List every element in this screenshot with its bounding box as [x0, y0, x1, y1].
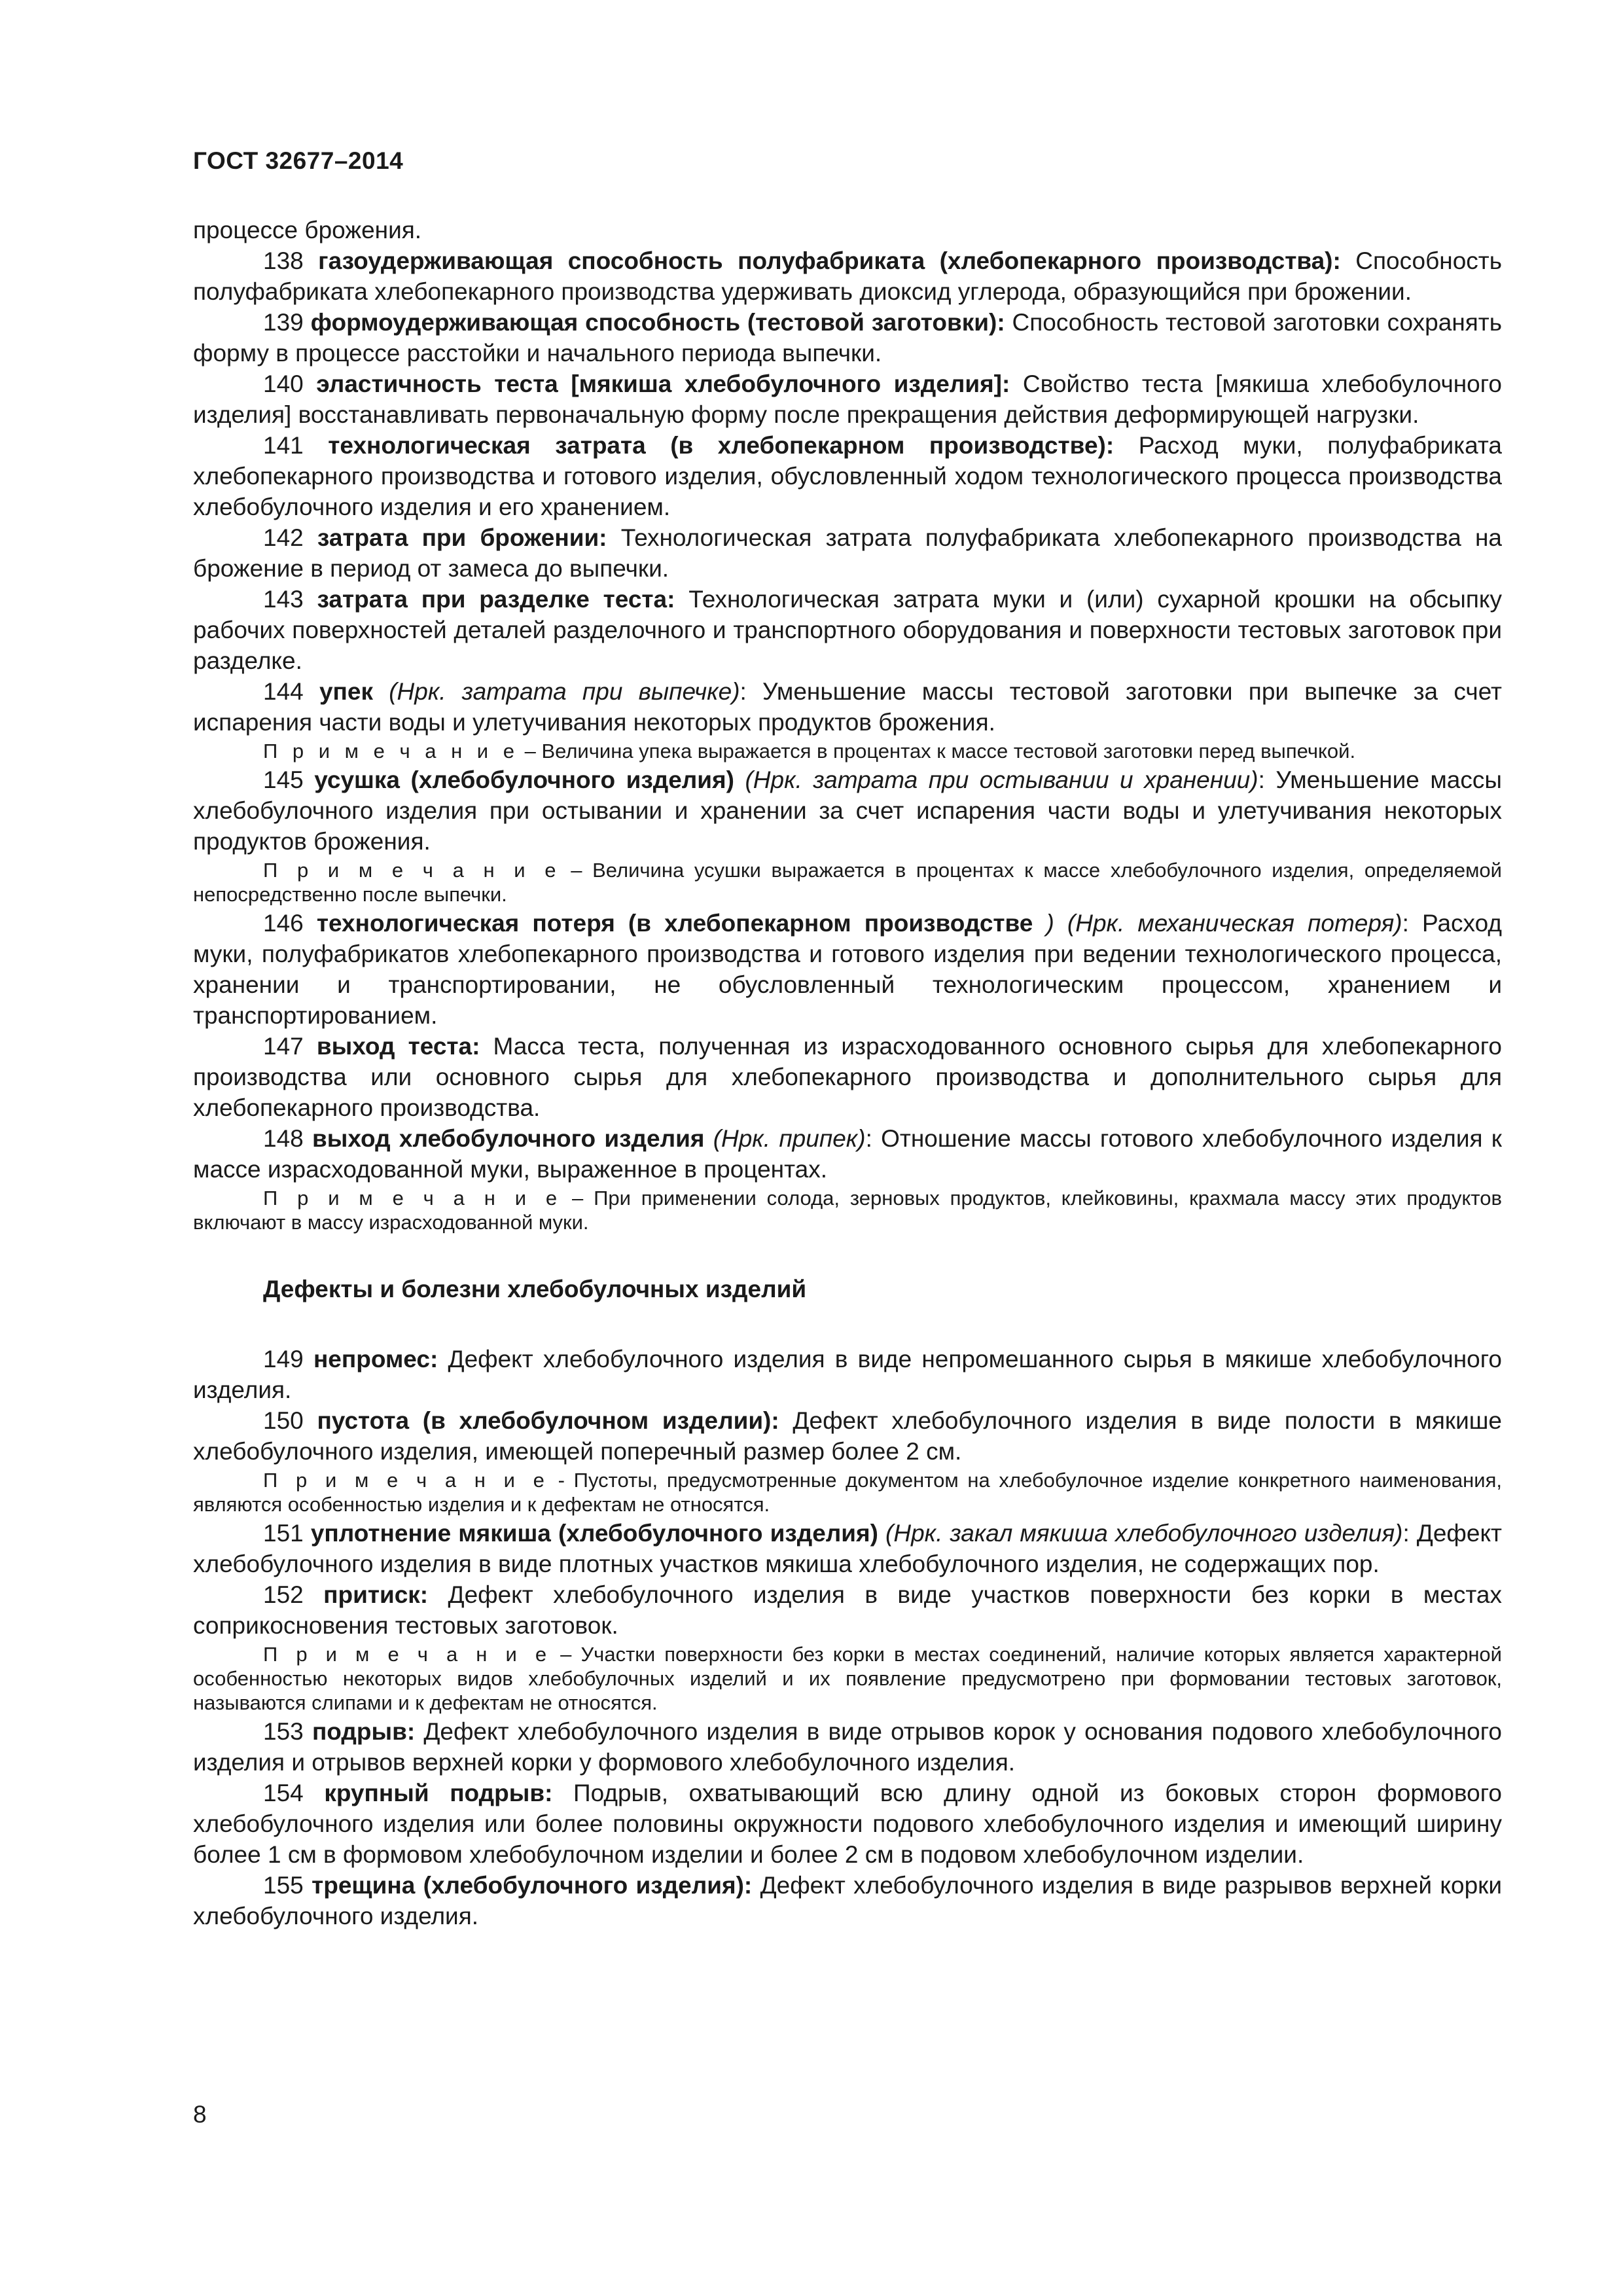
term-definition: Свойство теста [мякиша хлебобулочного изделия] восстанавливать первоначальную форму после прекращения действия деформирующей нагрузки.: [193, 370, 1503, 428]
term-name: усушка (хлебобулочного изделия): [314, 766, 734, 793]
term-entry: [193, 1123, 1502, 1185]
term-synonym: (Нрк. затрата при выпечке): [389, 678, 740, 705]
term-name: уплотнение мякиша (хлебобулочного изделия): [310, 1520, 878, 1547]
term-number: 145: [263, 766, 304, 793]
document-header: ГОСТ 32677–2014: [193, 147, 404, 174]
term-number: 154: [263, 1780, 304, 1806]
term-note: [193, 1642, 1502, 1715]
note-text: – Величина усушки выражается в процентах к массе хлебобулочного изделия, определяемой непосредственно после выпечки.: [193, 859, 1502, 906]
term-entry: [193, 307, 1502, 368]
term-name: технологическая потеря (в хлебопекарном производстве: [316, 910, 1033, 937]
term-entry: [193, 676, 1502, 738]
term-definition: : Дефект хлебобулочного изделия в виде плотных участков мякиша хлебобулочного изделия, не содержащих пор.: [193, 1520, 1502, 1577]
term-number: 144: [263, 678, 304, 705]
term-definition: : Отношение массы готового хлебобулочного изделия к массе израсходованной муки, выраженное в процентах.: [193, 1125, 1502, 1183]
term-name: пустота (в хлебобулочном изделии):: [317, 1407, 779, 1434]
term-number: 152: [263, 1581, 304, 1608]
term-number: 151: [263, 1520, 304, 1547]
term-definition: Подрыв, охватывающий всю длину одной из боковых сторон формового хлебобулочного изделия или более половины окружности подового хлебобулочного изделия и имеющий ширину более 1 см в формовом хлебобулочном изделии и более 2 см в подовом хлебобулочном изделии.: [193, 1780, 1502, 1868]
term-entry: [193, 1579, 1502, 1641]
term-number: 140: [263, 370, 304, 397]
term-note: [193, 1186, 1502, 1234]
term-note: [193, 858, 1502, 906]
term-number: 147: [263, 1033, 304, 1060]
term-definition: Технологическая затрата полуфабриката хлебопекарного производства на брожение в период от замеса до выпечки.: [193, 524, 1502, 582]
term-number: 149: [263, 1346, 304, 1372]
term-number: 142: [263, 524, 304, 551]
term-name: эластичность теста [мякиша хлебобулочного изделия]:: [316, 370, 1010, 397]
term-definition: Расход муки, полуфабриката хлебопекарного производства и готового изделия, обусловленный ходом технологического процесса производства хлебобулочного изделия и его хранением.: [193, 432, 1503, 520]
term-entry: [193, 584, 1502, 676]
term-definition: Масса теста, полученная из израсходованного основного сырья для хлебопекарного производства или основного сырья для хлебопекарного производства и дополнительного сырья для хлебопекарного производства.: [193, 1033, 1502, 1121]
term-number: 148: [263, 1125, 304, 1152]
term-definition: Дефект хлебобулочного изделия в виде участков поверхности без корки в местах соприкосновения тестовых заготовок.: [193, 1581, 1503, 1639]
term-definition: Способность полуфабриката хлебопекарного производства удерживать диоксид углерода, образующийся при брожении.: [193, 247, 1503, 305]
term-name: трещина (хлебобулочного изделия):: [312, 1872, 753, 1899]
term-name: выход хлебобулочного изделия: [312, 1125, 705, 1152]
term-entry: [193, 368, 1502, 430]
intro-text: процессе брожения.: [193, 217, 422, 243]
defects-list: [193, 1344, 1502, 1931]
term-number: 139: [263, 309, 304, 336]
term-definition: Способность тестовой заготовки сохранять форму в процессе расстойки и начального периода выпечки.: [193, 309, 1503, 367]
term-note: [193, 1468, 1502, 1516]
term-definition: Технологическая затрата муки и (или) сухарной крошки на обсыпку рабочих поверхностей деталей разделочного и транспортного оборудования и поверхности тестовых заготовок при разделке.: [193, 586, 1503, 674]
term-name: затрата при разделке теста:: [317, 586, 675, 613]
term-entry: [193, 1778, 1502, 1870]
term-definition: : Уменьшение массы хлебобулочного изделия при остывании и хранении за счет испарения части воды и улетучивания некоторых продуктов брожения.: [193, 766, 1502, 855]
term-number: 155: [263, 1872, 304, 1899]
note-label: П р и м е ч а н и е: [263, 1643, 552, 1666]
term-entry: [193, 1518, 1502, 1579]
term-definition: Дефект хлебобулочного изделия в виде разрывов верхней корки хлебобулочного изделия.: [193, 1872, 1503, 1929]
note-label: П р и м е ч а н и е: [263, 1187, 562, 1210]
term-name: притиск:: [323, 1581, 429, 1608]
term-name: затрата при брожении:: [317, 524, 607, 551]
term-name: формоудерживающая способность (тестовой заготовки):: [310, 309, 1005, 336]
term-name: упек: [319, 678, 373, 705]
note-label: П р и м е ч а н и е: [263, 859, 561, 882]
note-text: – При применении солода, зерновых продуктов, клейковины, крахмала массу этих продуктов включают в массу израсходованной муки.: [193, 1187, 1502, 1234]
term-entry: [193, 245, 1502, 307]
term-note: [193, 739, 1502, 763]
term-number: 146: [263, 910, 304, 937]
term-definition: : Расход муки, полуфабрикатов хлебопекарного производства и готового изделия при ведении технологического процесса, хранении и транспортировании, не обусловленный технологическим процессом, хранением и транспортированием.: [193, 910, 1502, 1029]
terms-list: [193, 245, 1502, 1234]
term-number: 150: [263, 1407, 304, 1434]
term-entry: [193, 1870, 1502, 1931]
term-name: технологическая затрата (в хлебопекарном производстве):: [328, 432, 1115, 459]
term-entry: [193, 1344, 1502, 1405]
term-definition: : Уменьшение массы тестовой заготовки при выпечке за счет испарения части воды и улетучивания некоторых продуктов брожения.: [193, 678, 1502, 736]
term-entry: [193, 908, 1502, 1031]
term-name: газоудерживающая способность полуфабриката (хлебопекарного производства):: [318, 247, 1341, 274]
term-synonym: ) (Нрк. механическая потеря): [1046, 910, 1402, 937]
page-number: 8: [193, 2101, 207, 2128]
note-text: - Пустоты, предусмотренные документом на хлебобулочное изделие конкретного наименования, являются особенностью изделия и к дефектам не относятся.: [193, 1469, 1502, 1516]
term-number: 138: [263, 247, 304, 274]
term-number: 143: [263, 586, 304, 613]
term-name: выход теста:: [316, 1033, 480, 1060]
term-entry: [193, 764, 1502, 857]
term-definition: Дефект хлебобулочного изделия в виде полости в мякише хлебобулочного изделия, имеющей поперечный размер более 2 см.: [193, 1407, 1502, 1465]
term-name: подрыв:: [312, 1718, 416, 1745]
term-name: непромес:: [313, 1346, 438, 1372]
term-number: 153: [263, 1718, 304, 1745]
term-synonym: (Нрк. закал мякиша хлебобулочного изделия): [885, 1520, 1403, 1547]
note-text: – Участки поверхности без корки в местах соединений, наличие которых является характерной особенностью некоторых видов хлебобулочных изделий и их появление предусмотрено при формовании тестовых заготовок, называются слипами и к дефектам не относятся.: [193, 1643, 1502, 1714]
term-entry: [193, 522, 1502, 584]
term-entry: [193, 1031, 1502, 1123]
term-entry: [193, 1405, 1502, 1467]
note-label: П р и м е ч а н и е: [263, 740, 519, 762]
term-synonym: (Нрк. затрата при остывании и хранении): [745, 766, 1258, 793]
term-entry: [193, 430, 1502, 522]
note-text: – Величина упека выражается в процентах к массе тестовой заготовки перед выпечкой.: [518, 740, 1356, 762]
term-definition: Дефект хлебобулочного изделия в виде непромешанного сырья в мякише хлебобулочного изделия.: [193, 1346, 1503, 1403]
note-label: П р и м е ч а н и е: [263, 1469, 549, 1492]
term-entry: [193, 1716, 1502, 1778]
section-title: Дефекты и болезни хлебобулочных изделий: [263, 1276, 807, 1302]
document-body: [193, 215, 1502, 1931]
term-synonym: (Нрк. припек): [713, 1125, 866, 1152]
term-name: крупный подрыв:: [324, 1780, 553, 1806]
term-definition: Дефект хлебобулочного изделия в виде отрывов корок у основания подового хлебобулочного изделия и отрывов верхней корки у формового хлебобулочного изделия.: [193, 1718, 1502, 1776]
term-number: 141: [263, 432, 304, 459]
